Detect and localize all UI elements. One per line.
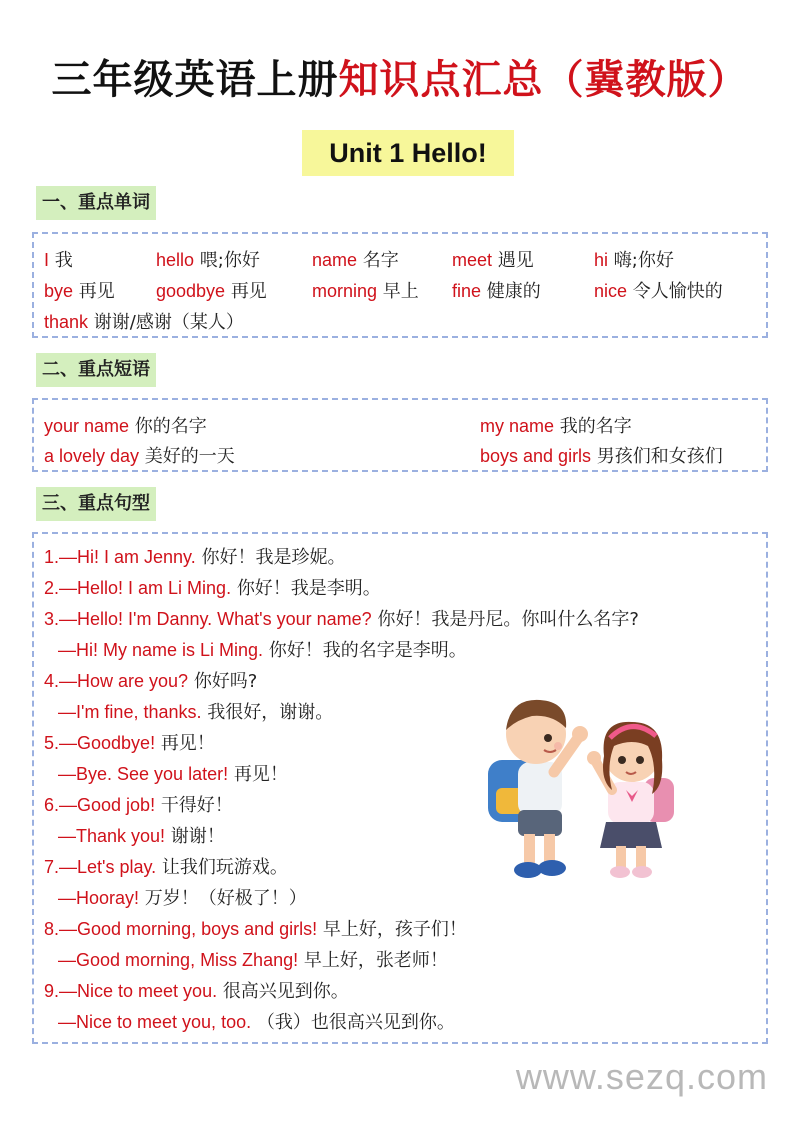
sentence-line: —Good morning, Miss Zhang! 早上好，张老师！ — [58, 950, 448, 971]
vocab-item: hi 嗨;你好 — [594, 250, 674, 271]
vocab-box — [32, 232, 768, 338]
vocab-item: goodbye 再见 — [156, 281, 267, 302]
phrase-item: boys and girls 男孩们和女孩们 — [480, 446, 723, 467]
page-title — [0, 52, 800, 108]
vocab-item: nice 令人愉快的 — [594, 281, 723, 302]
kids-waving-illustration — [488, 690, 688, 890]
section-heading-vocab: 一、重点单词 — [36, 186, 156, 220]
phrase-item: a lovely day 美好的一天 — [44, 446, 235, 467]
sentence-line: 3.—Hello! I'm Danny. What's your name? 你好！我是丹尼。你叫什么名字? — [44, 609, 639, 630]
girl-figure — [587, 722, 674, 878]
vocab-item: fine 健康的 — [452, 281, 541, 302]
sentence-line: —I'm fine, thanks. 我很好，谢谢。 — [58, 702, 334, 723]
sentence-line: 1.—Hi! I am Jenny. 你好！我是珍妮。 — [44, 547, 346, 568]
title-black-part: 三年级英语上册 — [51, 57, 339, 103]
section-heading-sentences: 三、重点句型 — [36, 487, 156, 521]
sentence-line: —Hi! My name is Li Ming. 你好！我的名字是李明。 — [58, 640, 467, 661]
sentence-line: 2.—Hello! I am Li Ming. 你好！我是李明。 — [44, 578, 381, 599]
sentence-line: 6.—Good job! 干得好！ — [44, 795, 233, 816]
section-heading-phrases: 二、重点短语 — [36, 353, 156, 387]
vocab-item: morning 早上 — [312, 281, 419, 302]
vocab-item: meet 遇见 — [452, 250, 534, 271]
sentence-line: 8.—Good morning, boys and girls! 早上好，孩子们！ — [44, 919, 467, 940]
sentence-line: 9.—Nice to meet you. 很高兴见到你。 — [44, 981, 349, 1002]
boy-figure — [488, 700, 588, 878]
vocab-item: bye 再见 — [44, 281, 115, 302]
vocab-item: hello 喂;你好 — [156, 250, 260, 271]
sentence-line: 7.—Let's play. 让我们玩游戏。 — [44, 857, 288, 878]
sentence-line: —Bye. See you later! 再见！ — [58, 764, 288, 785]
vocab-item: name 名字 — [312, 250, 399, 271]
watermark: www.sezq.com — [515, 1056, 768, 1097]
sentence-line: —Hooray! 万岁！（好极了！） — [58, 888, 307, 909]
phrases-box — [32, 398, 768, 472]
phrase-item: my name 我的名字 — [480, 416, 632, 437]
title-red-part: 知识点汇总（冀教版） — [338, 57, 749, 103]
vocab-item: thank 谢谢/感谢（某人） — [44, 312, 244, 333]
sentence-line: 4.—How are you? 你好吗? — [44, 671, 258, 692]
sentence-line: 5.—Goodbye! 再见！ — [44, 733, 215, 754]
sentence-line: —Nice to meet you, too. （我）也很高兴见到你。 — [58, 1012, 455, 1033]
phrase-item: your name 你的名字 — [44, 416, 207, 437]
vocab-item: I 我 — [44, 250, 73, 271]
sentence-line: —Thank you! 谢谢！ — [58, 826, 225, 847]
unit-title: Unit 1 Hello! — [302, 130, 514, 176]
